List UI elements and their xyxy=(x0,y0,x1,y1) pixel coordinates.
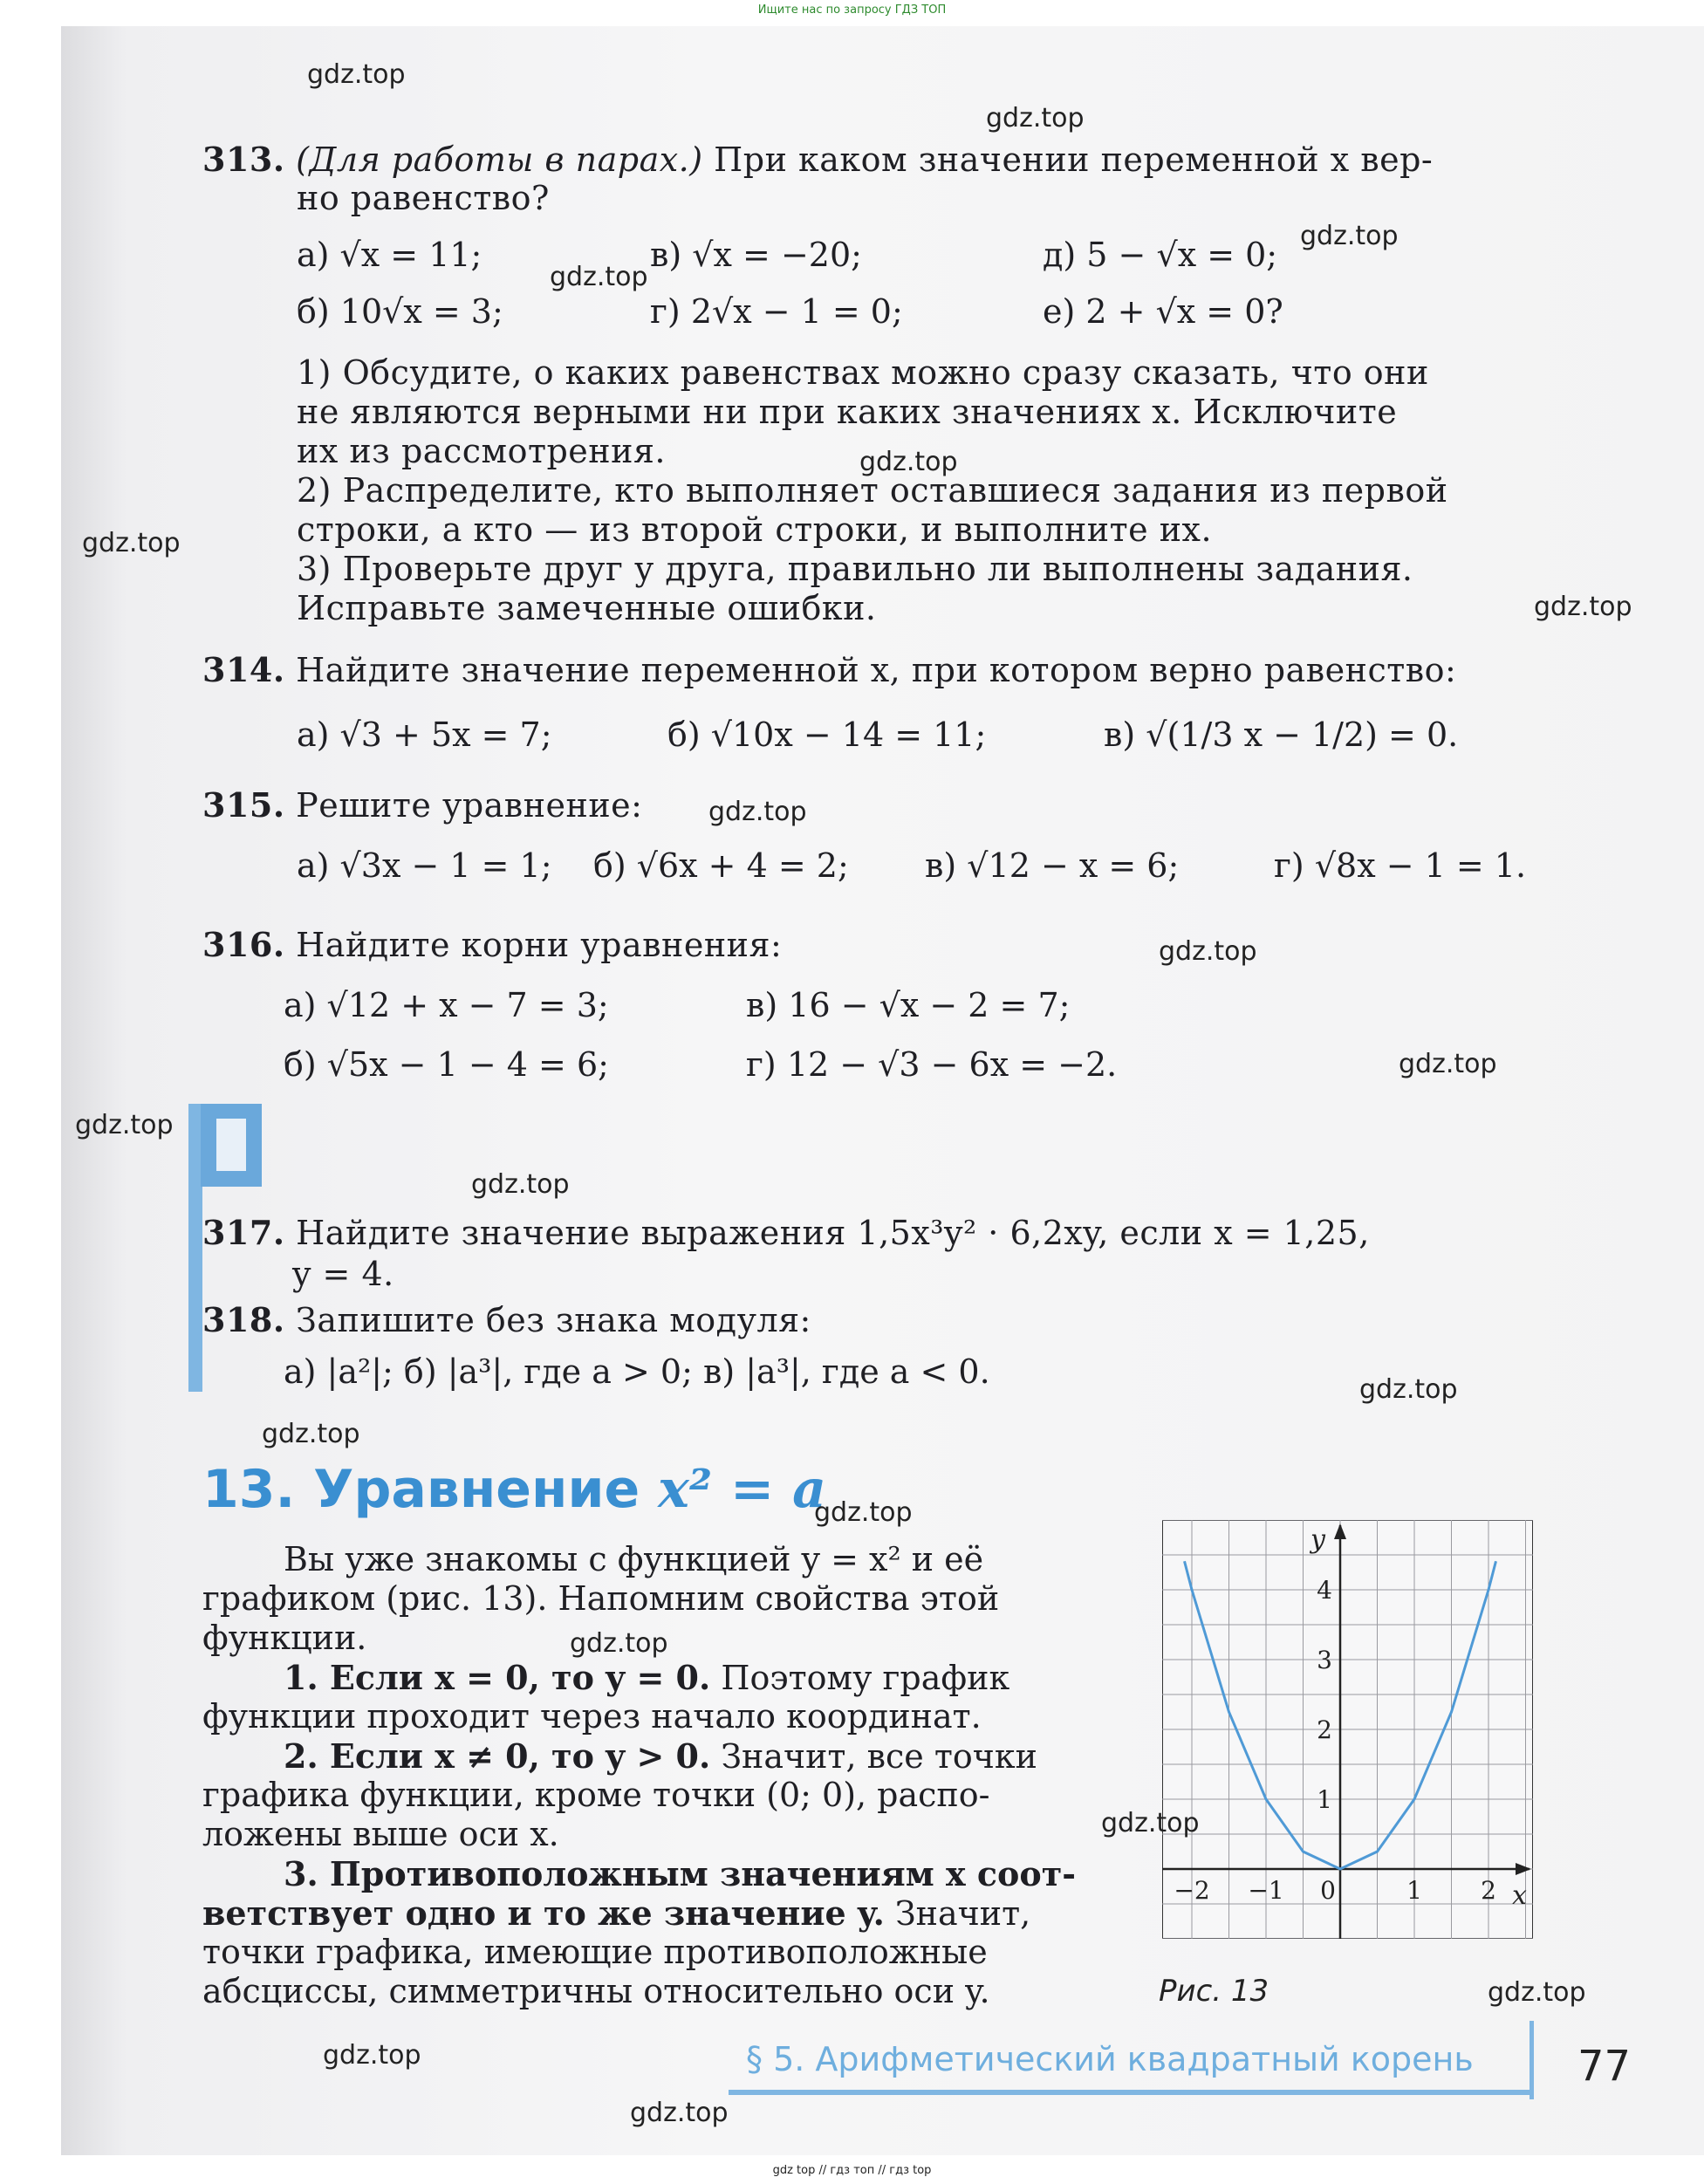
property-3: 3. Противоположным значениям x соот- xyxy=(284,1854,1077,1893)
watermark: gdz.top xyxy=(1534,592,1632,622)
item-316-b: б) √5x − 1 − 4 = 6; xyxy=(284,1045,609,1084)
watermark: gdz.top xyxy=(570,1628,668,1659)
items-318: а) |a²|; б) |a³|, где a > 0; в) |a³|, где a < 0. xyxy=(284,1352,990,1391)
parabola-graph xyxy=(1162,1520,1533,1939)
y-tick-label: 1 xyxy=(1317,1785,1332,1814)
exercise-number: 313. xyxy=(202,140,285,179)
exercise-text: Найдите значение переменной x, при котором верно равенство: xyxy=(296,651,1457,689)
watermark: gdz.top xyxy=(75,1110,174,1140)
watermark: gdz.top xyxy=(1359,1374,1458,1405)
x-tick-label: 0 xyxy=(1320,1876,1336,1905)
section-title xyxy=(202,1459,826,1520)
property-3-line3: точки графика, имеющие противоположные xyxy=(202,1933,988,1971)
side-tab-block-inner xyxy=(216,1119,246,1171)
step-2-cont: строки, а кто — из второй строки, и выполните их. xyxy=(297,510,1213,549)
watermark: gdz.top xyxy=(307,59,406,90)
step-1-cont2: их из рассмотрения. xyxy=(297,432,666,470)
exercise-315 xyxy=(202,785,642,825)
watermark: gdz.top xyxy=(814,1497,913,1528)
watermark: gdz.top xyxy=(1300,221,1399,251)
exercise-text: Найдите корни уравнения: xyxy=(296,926,783,964)
watermark: gdz.top xyxy=(262,1419,360,1449)
property-3-line2 xyxy=(202,1893,1030,1933)
footer-bar xyxy=(729,2090,1531,2095)
exercise-number: 314. xyxy=(202,650,285,689)
y-tick-label: 2 xyxy=(1317,1715,1332,1744)
exercise-text: При каком значении переменной x вер- xyxy=(702,140,1434,179)
item-313-g: г) 2√x − 1 = 0; xyxy=(650,292,903,331)
exercise-316 xyxy=(202,925,782,964)
item-316-v: в) 16 − √x − 2 = 7; xyxy=(746,986,1071,1024)
watermark: gdz.top xyxy=(1101,1808,1200,1838)
page-number: 77 xyxy=(1577,2042,1632,2091)
property-1 xyxy=(284,1658,1009,1697)
item-313-b: б) 10√x = 3; xyxy=(297,292,503,331)
section-line-2: графиком (рис. 13). Напомним свойства этой xyxy=(202,1579,1000,1618)
y-tick-label: 4 xyxy=(1317,1576,1332,1605)
exercise-number: 318. xyxy=(202,1300,285,1339)
figure-caption: Рис. 13 xyxy=(1159,1974,1269,2009)
exercise-number: 316. xyxy=(202,925,285,964)
watermark: gdz.top xyxy=(323,2040,421,2071)
watermark: gdz.top xyxy=(986,103,1085,134)
y-axis-label: y xyxy=(1311,1524,1325,1555)
property-3-line4: абсциссы, симметричны относительно оси y. xyxy=(202,1972,990,2010)
property-2-line3: ложены выше оси x. xyxy=(202,1815,559,1853)
item-313-v: в) √x = −20; xyxy=(650,236,862,274)
item-313-e: е) 2 + √x = 0? xyxy=(1043,292,1283,331)
top-note: Ищите нас по запросу ГДЗ ТОП xyxy=(757,3,947,17)
item-315-g: г) √8x − 1 = 1. xyxy=(1274,846,1527,885)
property-3-bold2: ветствует одно и то же значение y. xyxy=(202,1893,885,1933)
exercise-text: Запишите без знака модуля: xyxy=(296,1301,811,1339)
property-2-bold: 2. Если x ≠ 0, то y > 0. xyxy=(284,1736,711,1776)
section-line-3: функции. xyxy=(202,1619,367,1657)
exercise-317-cont: y = 4. xyxy=(292,1255,394,1293)
exercise-text: Решите уравнение: xyxy=(296,786,643,825)
watermark: gdz.top xyxy=(1399,1049,1497,1079)
exercise-318 xyxy=(202,1300,811,1339)
property-3-rest: Значит, xyxy=(884,1894,1031,1933)
exercise-number: 317. xyxy=(202,1213,285,1252)
item-315-v: в) √12 − x = 6; xyxy=(925,846,1180,885)
watermark: gdz.top xyxy=(550,262,648,292)
step-2: 2) Распределите, кто выполняет оставшиеся задания из первой xyxy=(297,471,1448,510)
y-tick-label: 3 xyxy=(1317,1646,1332,1674)
exercise-note: (Для работы в парах.) xyxy=(296,140,703,179)
x-tick-label: −2 xyxy=(1174,1876,1210,1905)
item-314-a: а) √3 + 5x = 7; xyxy=(297,715,552,754)
watermark: gdz.top xyxy=(708,797,807,827)
watermark: gdz.top xyxy=(1488,1977,1586,2008)
exercise-317 xyxy=(202,1213,1370,1252)
item-314-b: б) √10x − 14 = 11; xyxy=(667,715,987,754)
bottom-note: gdz top // гдз топ // гдз top xyxy=(772,2164,932,2177)
watermark: gdz.top xyxy=(82,528,181,558)
watermark: gdz.top xyxy=(471,1169,570,1200)
section-title-prefix: 13. Уравнение xyxy=(202,1459,659,1520)
watermark: gdz.top xyxy=(859,447,958,477)
step-1-cont: не являются верными ни при каких значениях x. Исключите xyxy=(297,393,1398,431)
watermark: gdz.top xyxy=(1159,936,1257,967)
property-1-rest: Поэтому график xyxy=(710,1659,1010,1697)
item-315-b: б) √6x + 4 = 2; xyxy=(593,846,849,885)
exercise-text: Найдите значение выражения 1,5x³y² · 6,2xy, если x = 1,25, xyxy=(296,1214,1370,1252)
item-316-g: г) 12 − √3 − 6x = −2. xyxy=(746,1045,1118,1084)
footer-divider xyxy=(1529,2021,1534,2099)
property-1-bold: 1. Если x = 0, то y = 0. xyxy=(284,1658,711,1697)
property-1-line2: функции проходит через начало координат. xyxy=(202,1697,982,1736)
x-axis-label: x xyxy=(1512,1880,1527,1911)
exercise-313-intro xyxy=(202,140,1433,179)
property-2-line2: графика функции, кроме точки (0; 0), распо- xyxy=(202,1776,990,1814)
item-313-d: д) 5 − √x = 0; xyxy=(1043,236,1278,274)
item-316-a: а) √12 + x − 7 = 3; xyxy=(284,986,609,1024)
footer-section: § 5. Арифметический квадратный корень xyxy=(746,2040,1474,2078)
x-tick-label: −1 xyxy=(1248,1876,1284,1905)
step-3: 3) Проверьте друг у друга, правильно ли выполнены задания. xyxy=(297,550,1413,588)
section-title-math: x² = a xyxy=(658,1459,827,1520)
exercise-number: 315. xyxy=(202,785,285,825)
exercise-314 xyxy=(202,650,1456,689)
item-313-a: а) √x = 11; xyxy=(297,236,482,274)
item-315-a: а) √3x − 1 = 1; xyxy=(297,846,552,885)
step-3-cont: Исправьте замеченные ошибки. xyxy=(297,589,877,627)
property-2 xyxy=(284,1736,1037,1776)
step-1: 1) Обсудите, о каких равенствах можно сразу сказать, что они xyxy=(297,353,1429,392)
section-line-1: Вы уже знакомы с функцией y = x² и её xyxy=(284,1540,984,1578)
property-2-rest: Значит, все точки xyxy=(710,1737,1037,1776)
item-314-v: в) √(1/3 x − 1/2) = 0. xyxy=(1104,715,1459,754)
watermark: gdz.top xyxy=(630,2098,729,2128)
x-tick-label: 1 xyxy=(1406,1876,1422,1905)
x-tick-label: 2 xyxy=(1481,1876,1496,1905)
exercise-313-intro2: но равенство? xyxy=(297,179,550,217)
